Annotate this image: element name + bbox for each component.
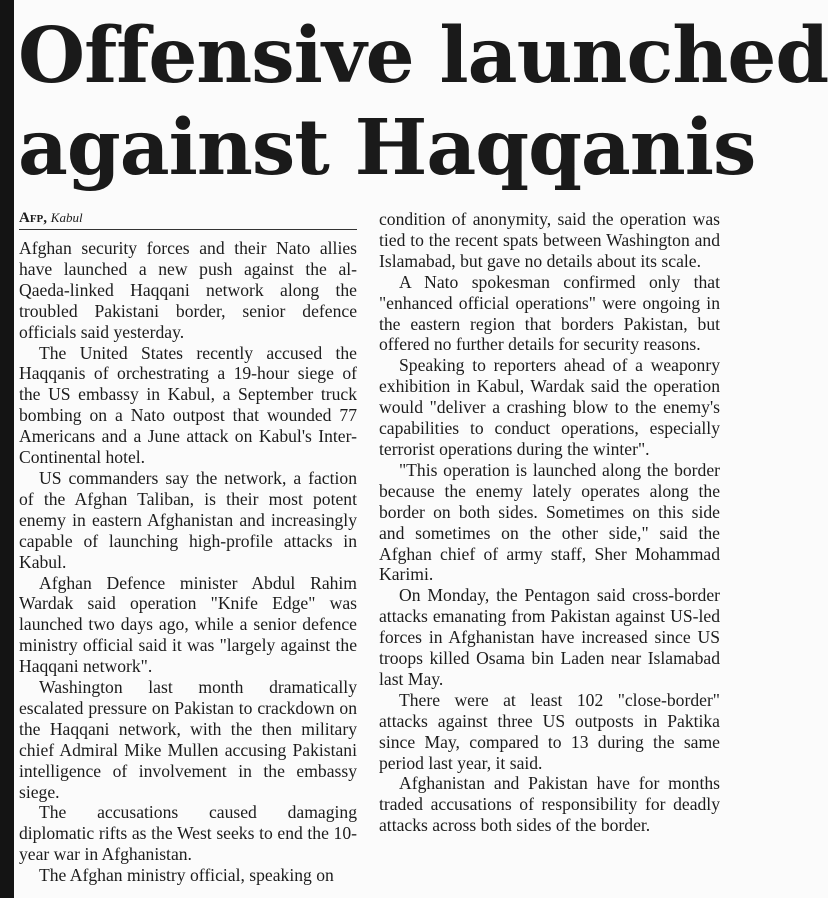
article-column-left — [19, 208, 357, 886]
headline — [18, 10, 828, 194]
paragraph: The United States recently accused the Haqqanis of orchestrating a 19-hour siege of the US embassy in Kabul, a September truck bombing on a Nato outpost that wounded 77 Americans and a June attack on Kabul's Inter-Continental hotel. — [19, 342, 357, 468]
byline-dateline: Kabul — [50, 210, 83, 225]
byline-agency: Afp, — [19, 210, 48, 226]
paragraph: condition of anonymity, said the operation was tied to the recent spats between Washington and Islamabad, but gave no details about its scale. — [379, 209, 720, 271]
headline-line-2: against Haqqanis — [18, 103, 756, 193]
paragraph: On Monday, the Pentagon said cross-border attacks emanating from Pakistan against US-led forces in Afghanistan have increased since US troops killed Osama bin Laden near Islamabad last May. — [379, 585, 720, 689]
article-column-right — [379, 209, 720, 836]
paragraph: US commanders say the network, a faction of the Afghan Taliban, is their most potent enemy in eastern Afghanistan and increasingly capable of launching high-profile attacks in Kabul. — [19, 467, 357, 572]
headline-line-1: Offensive launched — [18, 11, 828, 101]
paragraph: There were at least 102 "close-border" attacks against three US outposts in Paktika since May, compared to 13 during the same period last year, it said. — [379, 689, 720, 773]
paragraph: Afghanistan and Pakistan have for months traded accusations of responsibility for deadly attacks across both sides of the border. — [379, 773, 720, 836]
paragraph: The accusations caused damaging diplomatic rifts as the West seeks to end the 10-year war in Afghanistan. — [19, 802, 357, 865]
paragraph: A Nato spokesman confirmed only that "enhanced official operations" were ongoing in the eastern region that borders Pakistan, but offered no further details for security reasons. — [379, 271, 720, 355]
paragraph: Washington last month dramatically escalated pressure on Pakistan to crackdown on the Haqqani network, with the then military chief Admiral Mike Mullen accusing Pakistani intelligence of involvement in the embassy siege. — [19, 677, 357, 802]
paragraph: Afghan Defence minister Abdul Rahim Wardak said operation "Knife Edge" was launched two days ago, while a senior defence ministry official said it was "largely against the Haqqani network". — [19, 572, 357, 677]
paragraph: Speaking to reporters ahead of a weaponry exhibition in Kabul, Wardak said the operation would "deliver a crashing blow to the enemy's capabilities to conduct operations, especially terrorist operations during the winter". — [379, 355, 720, 459]
left-margin-bar — [0, 0, 14, 898]
paragraph: "This operation is launched along the border because the enemy lately operates along the border on both sides. Sometimes on this side and sometimes on the other side," said the Afghan chief of army staff, Sher Mohammad Karimi. — [379, 459, 720, 585]
byline — [19, 208, 357, 230]
paragraph: Afghan security forces and their Nato allies have launched a new push against the al-Qaeda-linked Haqqani network along the troubled Pakistani border, senior defence officials said yesterday. — [19, 238, 357, 342]
paragraph: The Afghan ministry official, speaking on — [39, 865, 334, 886]
